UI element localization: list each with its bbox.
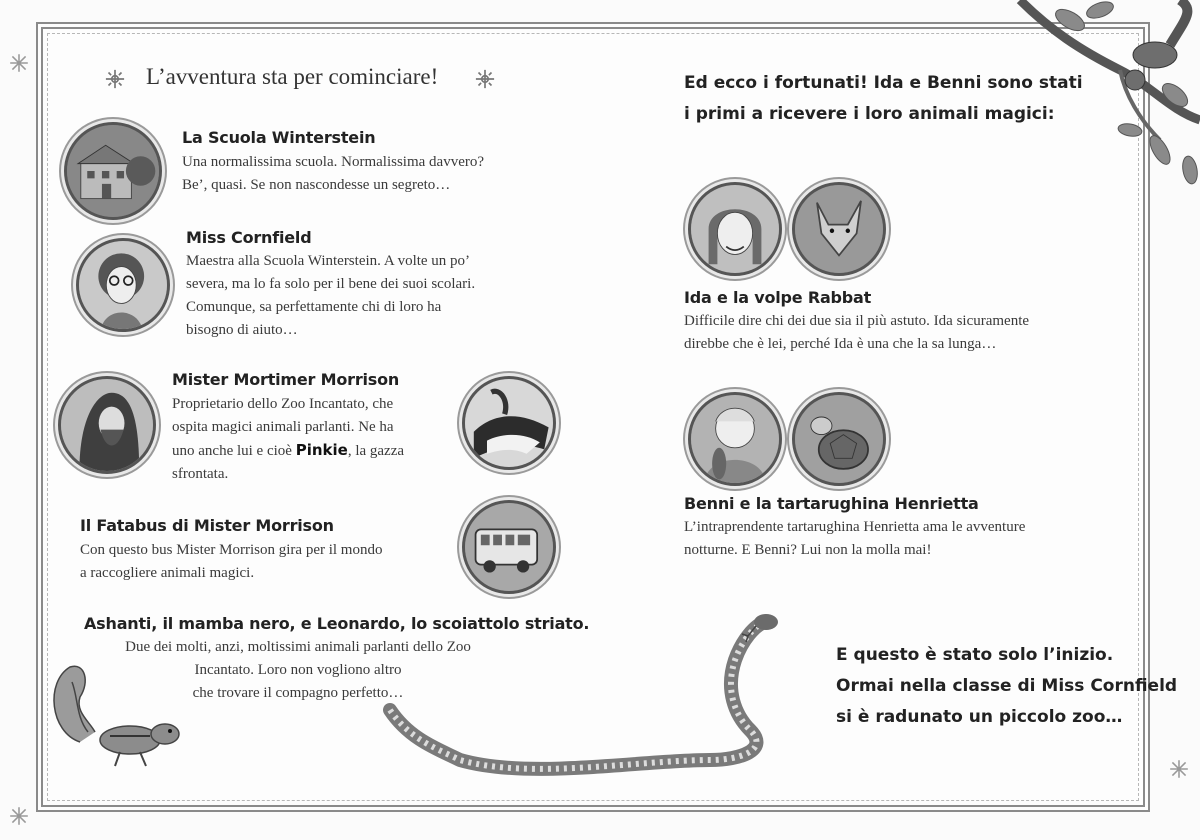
entry-heading: Miss Cornfield — [186, 228, 312, 247]
entry-text: Una normalissima scuola. Normalissima davvero? Be’, quasi. Se non nascondesse un segreto… — [182, 154, 485, 193]
morrison-portrait-icon — [58, 376, 156, 474]
entry-text: Con questo bus Mister Morrison gira per il mondo a raccogliere animali magici. — [80, 542, 383, 581]
entry-heading: Ashanti, il mamba nero, e Leonardo, lo scoiattolo striato. — [84, 614, 590, 633]
magpie-portrait-icon — [462, 376, 556, 470]
entry-text: Due dei molti, anzi, moltissimi animali parlanti dello Zoo Incantato. Loro non vogliono altro che trovare il compagno perfetto… — [125, 639, 471, 701]
turtle-portrait-icon — [792, 392, 886, 486]
sparkle-icon — [102, 66, 128, 92]
entry-heading: Il Fatabus di Mister Morrison — [80, 516, 334, 535]
fox-portrait-icon — [792, 182, 886, 276]
page-title: L’avventura sta per cominciare! — [146, 64, 439, 89]
bus-portrait-icon — [462, 500, 556, 594]
sparkle-icon — [472, 66, 498, 92]
intro-text: Ed ecco i fortunati! Ida e Benni sono stati i primi a ricevere i loro animali magici: — [684, 73, 1083, 124]
benni-portrait-icon — [688, 392, 782, 486]
snake-illustration — [380, 610, 810, 800]
miss-cornfield-portrait-icon — [76, 238, 170, 332]
entry-text: L’intraprendente tartarughina Henrietta ama le avventure notturne. E Benni? Lui non la molla mai! — [684, 519, 1026, 558]
squirrel-illustration — [50, 662, 190, 772]
sparkle-icon — [8, 805, 30, 827]
entry-text: Difficile dire chi dei due sia il più astuto. Ida sicuramente direbbe che è lei, perché Ida è una che la sa lunga… — [684, 313, 1030, 352]
school-portrait-icon — [64, 122, 162, 220]
entry-heading: Mister Mortimer Morrison — [172, 370, 400, 389]
sparkle-icon — [1168, 758, 1190, 780]
entry-heading: Ida e la volpe Rabbat — [684, 288, 872, 307]
closing-text: E questo è stato solo l’inizio. Ormai nella classe di Miss Cornfield si è radunato un piccolo zoo… — [836, 645, 1178, 727]
entry-text: Maestra alla Scuola Winterstein. A volte un po’ severa, ma lo fa solo per il bene dei suoi scolari. Comunque, sa perfettamente chi di loro ha bisogno di aiuto… — [186, 253, 476, 338]
entry-heading: Benni e la tartarughina Henrietta — [684, 494, 979, 513]
sparkle-icon — [8, 52, 30, 74]
entry-text: Proprietario dello Zoo Incantato, che ospita magici animali parlanti. Ne ha uno anche lui e cioè Pinkie, la gazza sfrontata. — [172, 396, 405, 482]
ida-portrait-icon — [688, 182, 782, 276]
entry-heading: La Scuola Winterstein — [182, 128, 376, 147]
pinkie-name: Pinkie — [295, 441, 348, 459]
